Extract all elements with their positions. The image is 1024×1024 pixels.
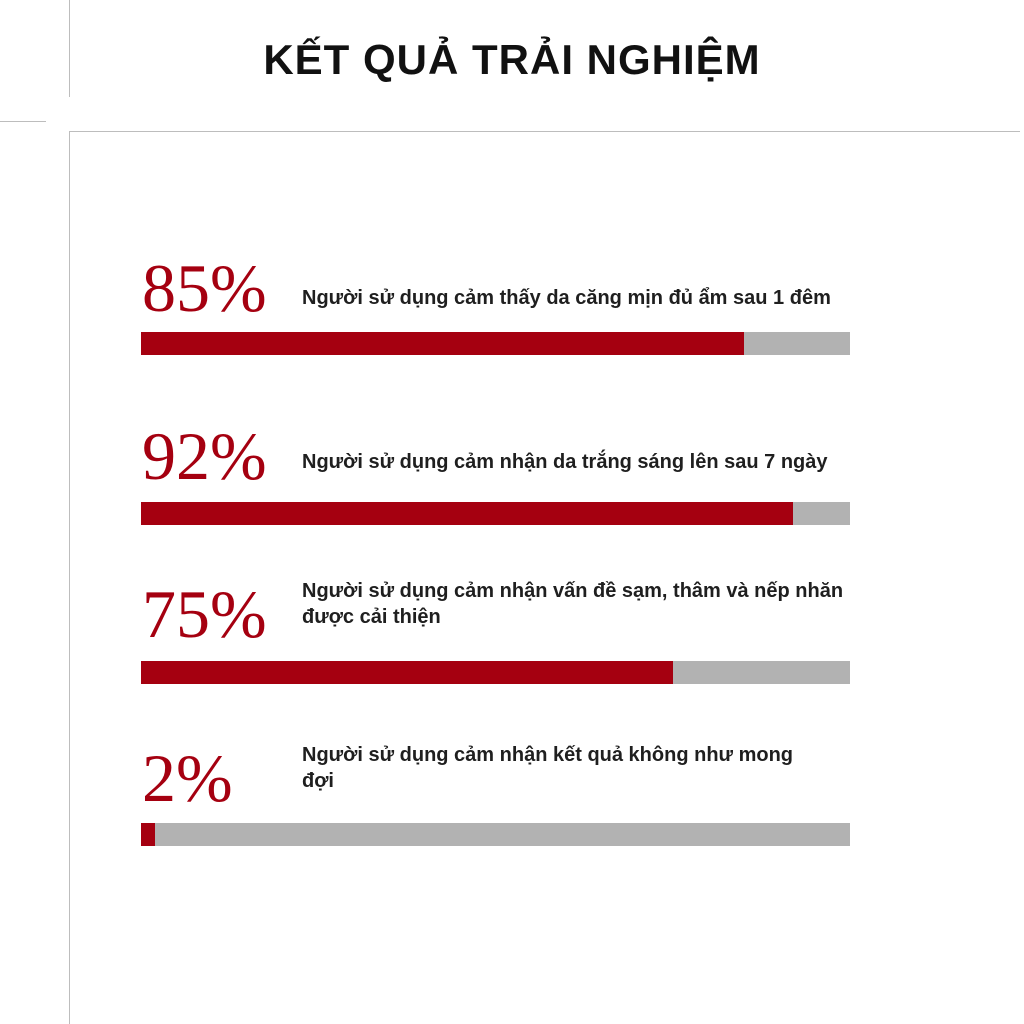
stat-bar-track <box>141 661 850 684</box>
stat-bar-fill <box>141 823 155 846</box>
stat-description: Người sử dụng cảm nhận vấn đề sạm, thâm và nếp nhăn được cải thiện <box>302 580 844 628</box>
stat-description: Người sử dụng cảm thấy da căng mịn đủ ẩm sau 1 đêm <box>302 287 831 309</box>
stat-percentage: 75% <box>142 576 267 652</box>
frame-line-main-vertical <box>69 131 70 1024</box>
page-title: KẾT QUẢ TRẢI NGHIỆM <box>263 36 761 83</box>
stat-bar-fill <box>141 502 793 525</box>
stat-description: Người sử dụng cảm nhận kết quả không như mong đợi <box>302 744 794 792</box>
stat-bar-track <box>141 332 850 355</box>
stat-percentage: 85% <box>142 250 267 326</box>
stat-percentage: 2% <box>142 740 233 816</box>
stat-bar-track <box>141 502 850 525</box>
stat-bar-track <box>141 823 850 846</box>
frame-line-top-horizontal <box>0 121 46 122</box>
stat-bar-fill <box>141 661 673 684</box>
stat-percentage: 92% <box>142 418 267 494</box>
stat-bar-fill <box>141 332 744 355</box>
stat-description: Người sử dụng cảm nhận da trắng sáng lên sau 7 ngày <box>302 451 828 473</box>
frame-line-main-horizontal <box>69 131 1020 132</box>
